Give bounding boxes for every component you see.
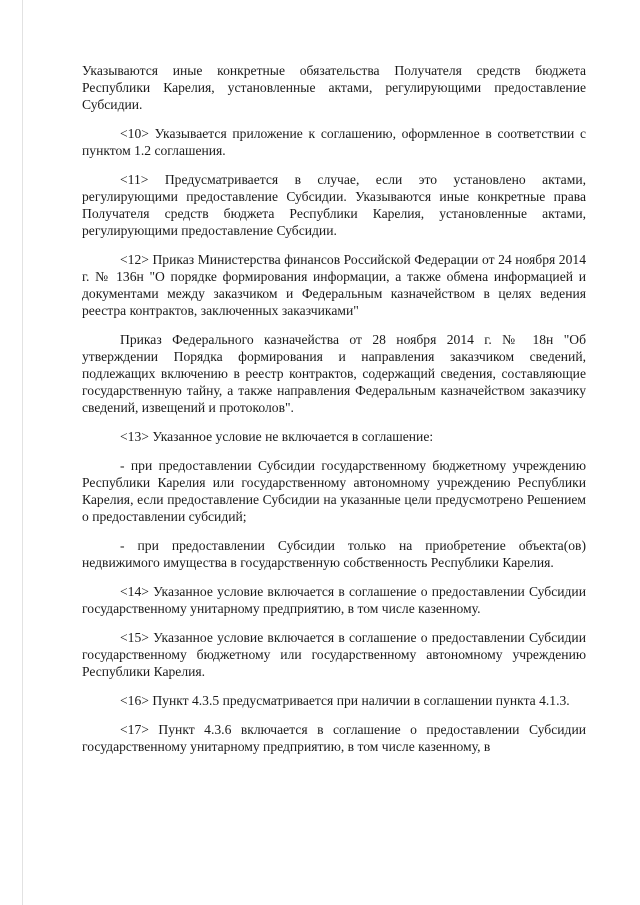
paragraph-treasury-order: Приказ Федерального казначейства от 28 ноября 2014 г. № 18н "Об утверждении Порядка формирования и направления заказчиком сведений, подлежащих включению в реестр контрактов, содержащий сведения, составляющие государственную тайну, а также направления Федеральным казначейством заказчику сведений, извещений и протоколов". bbox=[82, 332, 586, 415]
paragraph-note-13: <13> Указанное условие не включается в соглашение: bbox=[120, 429, 434, 444]
paragraph-obligations: Указываются иные конкретные обязательства Получателя средств бюджета Республики Карелия, установленные актами, регулирующими предоставление Субсидии. bbox=[82, 63, 586, 112]
paragraph-note-11: <11> Предусматривается в случае, если это установлено актами, регулирующими предоставление Субсидии. Указываются иные конкретные права Получателя средств бюджета Республики Карелия, установленные актами, регулирующими предоставление Субсидии. bbox=[82, 172, 586, 238]
paragraph-note-13-item-2: - при предоставлении Субсидии только на приобретение объекта(ов) недвижимого имущества в государственную собственность Республики Карелия. bbox=[82, 538, 586, 570]
document-body bbox=[82, 62, 586, 767]
paragraph-note-17: <17> Пункт 4.3.6 включается в соглашение о предоставлении Субсидии государственному унитарному предприятию, в том числе казенному, в bbox=[82, 722, 586, 754]
paragraph-note-16: <16> Пункт 4.3.5 предусматривается при наличии в соглашении пункта 4.1.3. bbox=[120, 693, 570, 708]
paragraph-note-14: <14> Указанное условие включается в соглашение о предоставлении Субсидии государственному унитарному предприятию, в том числе казенному. bbox=[82, 584, 586, 616]
paragraph-note-15: <15> Указанное условие включается в соглашение о предоставлении Субсидии государственному бюджетному или государственному автономному учреждению Республики Карелия. bbox=[82, 630, 586, 679]
paragraph-note-13-item-1: - при предоставлении Субсидии государственному бюджетному учреждению Республики Карелия или государственному автономному учреждению Республики Карелия, если предоставление Субсидии на указанные цели предусмотрено Решением о предоставлении субсидий; bbox=[82, 458, 586, 524]
paragraph-note-10: <10> Указывается приложение к соглашению, оформленное в соответствии с пунктом 1.2 соглашения. bbox=[82, 126, 586, 158]
binding-margin-line bbox=[22, 0, 23, 905]
paragraph-note-12: <12> Приказ Министерства финансов Российской Федерации от 24 ноября 2014 г. № 136н "О порядке формирования информации, а также обмена информацией и документами между заказчиком и Федеральным казначейством в целях ведения реестра контрактов, заключенных заказчиками" bbox=[82, 252, 586, 318]
